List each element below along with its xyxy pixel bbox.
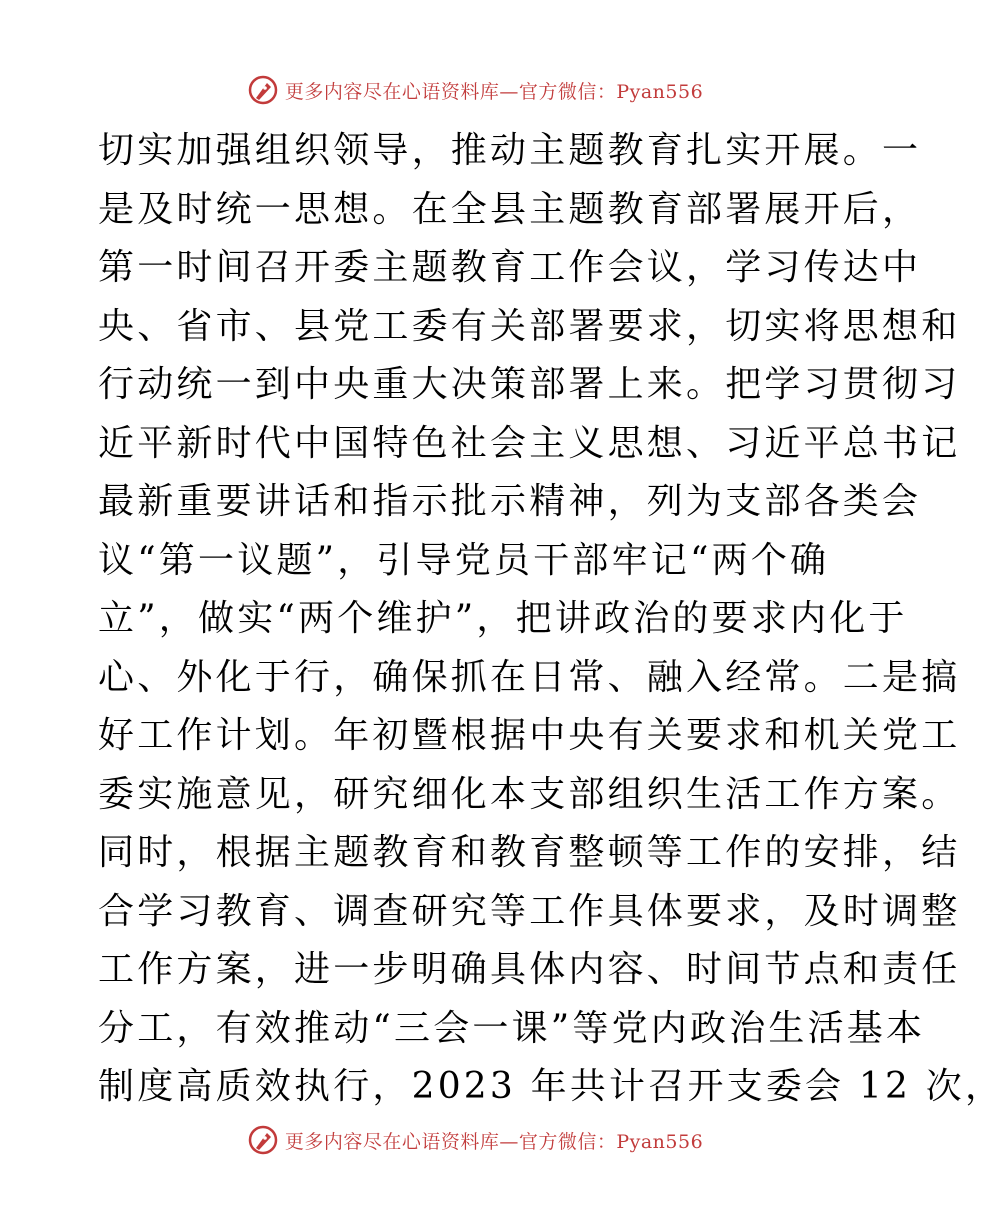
text-line: 近平新时代中国特色社会主义思想、习近平总书记	[98, 422, 961, 464]
text-line: 心、外化于行，确保抓在日常、融入经常。二是搞	[98, 656, 961, 698]
text-line: 行动统一到中央重大决策部署上来。把学习贯彻习	[98, 364, 961, 405]
text-line: 是及时统一思想。在全县主题教育部署展开后，	[98, 188, 922, 230]
text-line: 第一时间召开委主题教育工作会议，学习传达中	[98, 247, 922, 288]
text-line: 好工作计划。年初暨根据中央有关要求和机关党工	[98, 715, 961, 756]
text-line: 委实施意见，研究细化本支部组织生活工作方案。	[98, 773, 961, 815]
text-line: 合学习教育、调查研究等工作具体要求，及时调整	[98, 890, 961, 932]
text-line: 议“第一议题”，引导党员干部牢记“两个确	[98, 539, 830, 581]
text-line: 切实加强组织领导，推动主题教育扎实开展。一	[98, 130, 922, 171]
text-line: 制度高质效执行，2023 年共计召开支委会 12 次，	[98, 1066, 1004, 1107]
pen-nib-logo-icon	[247, 74, 279, 106]
footer-banner-text: 更多内容尽在心语资料库—官方微信：Pyan556	[284, 1130, 704, 1153]
footer-banner	[0, 1122, 950, 1158]
text-line: 分工，有效推动“三会一课”等党内政治生活基本	[98, 1007, 926, 1049]
pen-nib-logo-icon	[247, 1124, 279, 1156]
document-body	[98, 122, 1004, 1117]
text-line: 立”，做实“两个维护”，把讲政治的要求内化于	[98, 598, 908, 639]
text-line: 最新重要讲话和指示批示精神，列为支部各类会	[98, 481, 922, 522]
header-banner	[0, 72, 950, 108]
text-line: 央、省市、县党工委有关部署要求，切实将思想和	[98, 305, 961, 347]
header-banner-text: 更多内容尽在心语资料库—官方微信：Pyan556	[284, 80, 704, 103]
text-line: 同时，根据主题教育和教育整顿等工作的安排，结	[98, 832, 961, 873]
text-line: 工作方案，进一步明确具体内容、时间节点和责任	[98, 949, 961, 990]
